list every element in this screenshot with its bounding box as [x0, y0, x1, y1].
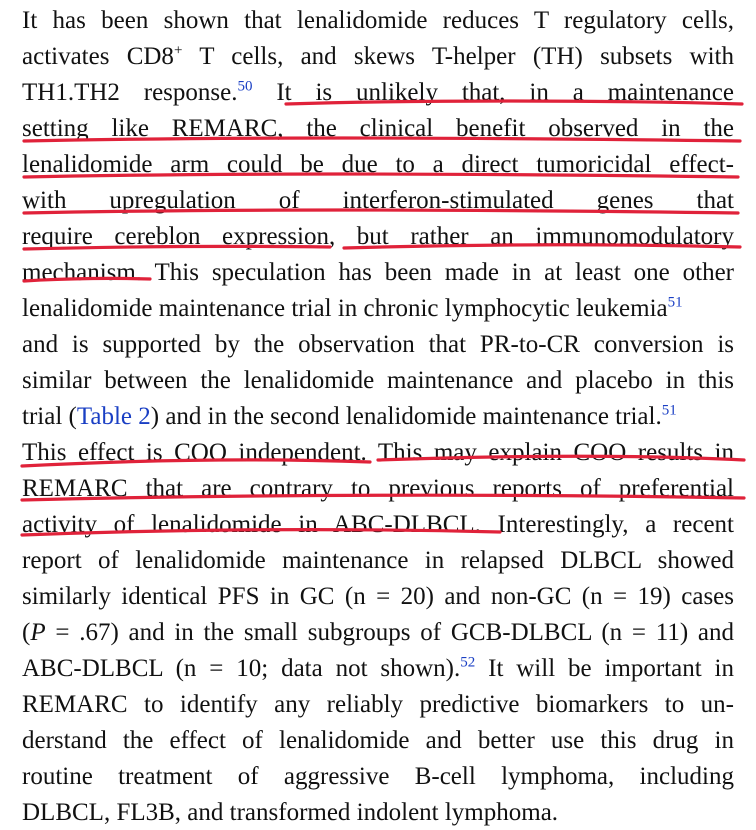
text-span: lenalidomide maintenance trial in chronic lymphocytic leukemia [22, 295, 668, 322]
text-line-15 [22, 508, 734, 542]
text-span: derstand the effect of lenalidomide and better use this drug in [22, 727, 734, 754]
text-line-17 [22, 580, 734, 614]
text-span: TH1.TH2 response. [22, 79, 238, 106]
text-line-19 [22, 652, 734, 686]
text-line-23 [22, 796, 734, 826]
text-line-7 [22, 220, 734, 254]
text-line-1 [22, 4, 734, 38]
text-line-16 [22, 544, 734, 578]
text-line-14 [22, 472, 734, 506]
text-line-18 [22, 616, 734, 650]
text-line-9 [22, 292, 734, 326]
text-span: This effect is COO independent. This may explain COO results in [22, 439, 734, 466]
text-span: with upregulation of interferon-stimulated genes that [22, 187, 734, 214]
text-line-4 [22, 112, 734, 146]
text-span: T cells, and skews T-helper (TH) subsets with [182, 43, 734, 70]
text-span: setting like REMARC, the clinical benefit observed in the [22, 115, 734, 142]
text-span: and is supported by the observation that PR-to-CR conversion is [22, 331, 734, 358]
text-span: similarly identical PFS in GC (n = 20) and non-GC (n = 19) cases [22, 583, 734, 610]
text-line-5 [22, 148, 734, 182]
text-line-10 [22, 328, 734, 362]
p-value-symbol: P [30, 619, 46, 646]
text-span: ) and in the second lenalidomide maintenance trial. [150, 403, 662, 430]
text-span: report of lenalidomide maintenance in relapsed DLBCL showed [22, 547, 734, 574]
text-span: REMARC that are contrary to previous reports of preferential [22, 475, 734, 502]
text-span: ABC-DLBCL (n = 10; data not shown). [22, 655, 461, 682]
text-span: routine treatment of aggressive B-cell lymphoma, including [22, 763, 734, 790]
text-span: = .67) and in the small subgroups of GCB-DLBCL (n = 11) and [45, 619, 734, 646]
text-span: trial ( [22, 403, 77, 430]
text-line-13 [22, 436, 734, 470]
superscript-plus: + [173, 42, 183, 59]
text-span: DLBCL, FL3B, and transformed indolent lymphoma. [22, 799, 559, 826]
text-line-21 [22, 724, 734, 758]
text-span: It has been shown that lenalidomide reduces T regulatory cells, [22, 7, 734, 34]
text-span: lenalidomide arm could be due to a direct tumoricidal effect- [22, 151, 734, 178]
reference-link-50[interactable]: 50 [237, 78, 253, 95]
text-line-20 [22, 688, 734, 722]
text-span: ( [22, 619, 31, 646]
text-line-12 [22, 400, 734, 434]
reference-link-52[interactable]: 52 [460, 654, 476, 671]
reference-link-51[interactable]: 51 [667, 294, 683, 311]
reference-link-51[interactable]: 51 [661, 402, 677, 419]
text-line-6 [22, 184, 734, 218]
text-span: mechanism. This speculation has been made in at least one other [22, 259, 734, 286]
text-span: It will be important in [475, 655, 734, 682]
text-span: activates CD8 [22, 43, 174, 70]
text-span: It is unlikely that, in a maintenance [252, 79, 734, 106]
text-line-11 [22, 364, 734, 398]
text-line-22 [22, 760, 734, 794]
text-line-2 [22, 40, 734, 74]
table-2-link[interactable]: Table 2 [76, 403, 151, 430]
text-line-8 [22, 256, 734, 290]
text-line-3 [22, 76, 734, 110]
text-span: REMARC to identify any reliably predictive biomarkers to un- [22, 691, 734, 718]
text-span: require cereblon expression, but rather an immunomodulatory [22, 223, 734, 250]
text-span: similar between the lenalidomide maintenance and placebo in this [22, 367, 734, 394]
text-span: activity of lenalidomide in ABC-DLBCL. Interestingly, a recent [22, 511, 734, 538]
